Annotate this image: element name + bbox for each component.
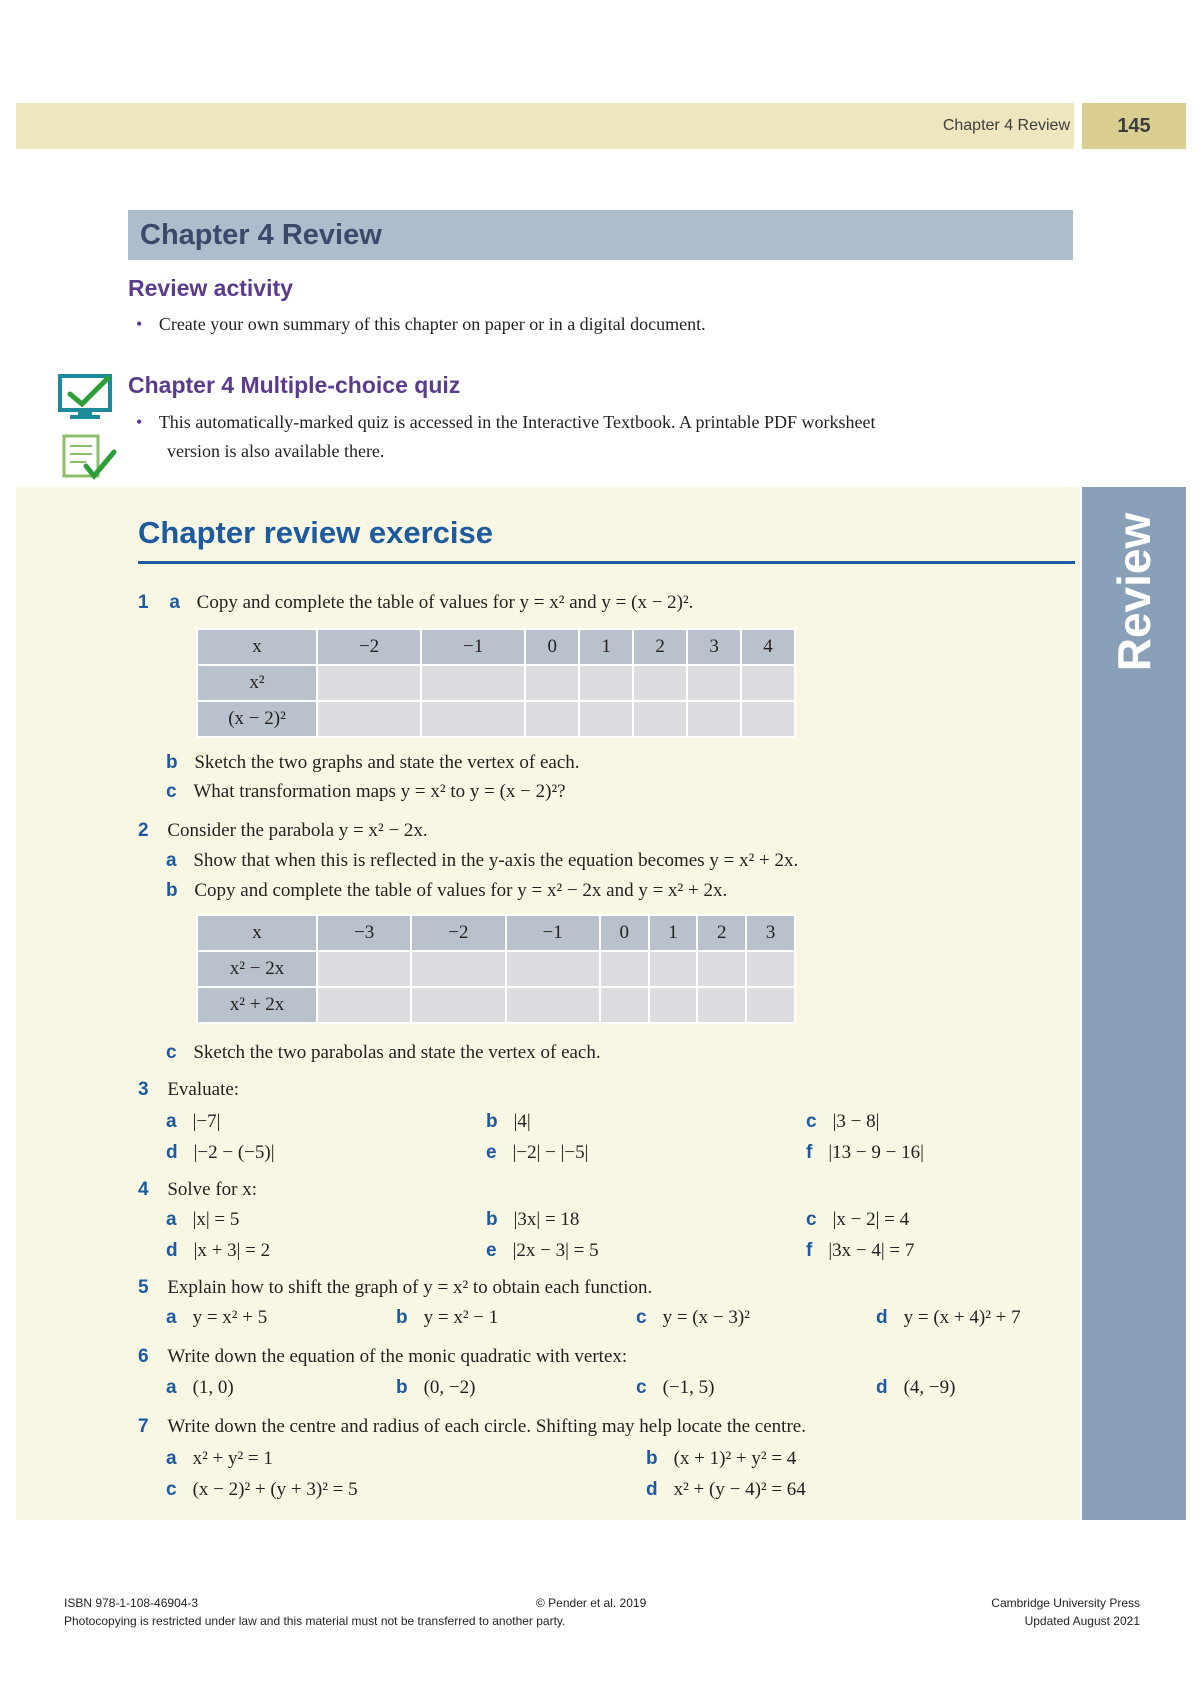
- question-1-a: 1 a Copy and complete the table of values for y = x² and y = (x − 2)².: [138, 592, 694, 613]
- question-4-c: c |x − 2| = 4: [806, 1209, 910, 1230]
- question-4-a: a |x| = 5: [166, 1209, 240, 1230]
- exercise-title: Chapter review exercise: [138, 515, 493, 550]
- table-cell: [421, 665, 525, 701]
- table-cell: [525, 701, 579, 737]
- table-header-cell: 3: [687, 629, 741, 665]
- footer-updated: Updated August 2021: [1024, 1614, 1140, 1628]
- computer-check-icon: [56, 372, 118, 427]
- table-cell: [746, 951, 795, 987]
- footer-copyright: © Pender et al. 2019: [536, 1596, 647, 1610]
- table-cell: [421, 701, 525, 737]
- question-3-stem: 3 Evaluate:: [138, 1079, 240, 1100]
- question-3-c: c |3 − 8|: [806, 1111, 880, 1132]
- table-row-label: x²: [197, 665, 317, 701]
- footer-notice: Photocopying is restricted under law and this material must not be transferred to another party.: [64, 1614, 566, 1628]
- table-header-cell: 1: [649, 915, 698, 951]
- table-cell: [741, 701, 795, 737]
- question-1-b: b Sketch the two graphs and state the vertex of each.: [166, 752, 580, 773]
- question-2-a: a Show that when this is reflected in the y-axis the equation becomes y = x² + 2x.: [166, 850, 799, 871]
- table-cell: [317, 951, 411, 987]
- table-cell: [317, 665, 421, 701]
- bullet-icon: •: [136, 412, 143, 432]
- question-7-a: a x² + y² = 1: [166, 1448, 273, 1469]
- values-table-q1: [196, 628, 796, 738]
- table-cell: [579, 665, 633, 701]
- table-header-cell: −2: [411, 915, 505, 951]
- table-header-cell: x: [197, 629, 317, 665]
- footer-publisher: Cambridge University Press: [991, 1596, 1140, 1610]
- question-6-d: d (4, −9): [876, 1377, 956, 1398]
- question-5-c: c y = (x − 3)²: [636, 1307, 750, 1328]
- table-cell: [506, 951, 600, 987]
- quiz-heading: Chapter 4 Multiple-choice quiz: [128, 372, 461, 398]
- question-7-b: b (x + 1)² + y² = 4: [646, 1448, 797, 1469]
- table-row: [197, 987, 795, 1023]
- question-1-c: c What transformation maps y = x² to y = (x − 2)²?: [166, 781, 566, 802]
- question-5-b: b y = x² − 1: [396, 1307, 499, 1328]
- question-2-stem: 2 Consider the parabola y = x² − 2x.: [138, 820, 428, 841]
- table-cell: [697, 951, 746, 987]
- exercise-title-rule: [138, 561, 1075, 564]
- table-header-cell: 2: [633, 629, 687, 665]
- table-cell: [506, 987, 600, 1023]
- table-cell: [687, 665, 741, 701]
- table-header-cell: 4: [741, 629, 795, 665]
- table-header-row: [197, 915, 795, 951]
- bullet-icon: •: [136, 314, 143, 334]
- table-header-cell: 0: [600, 915, 649, 951]
- question-3-f: f |13 − 9 − 16|: [806, 1142, 924, 1163]
- worksheet-check-icon: [60, 432, 118, 487]
- question-3-a: a |−7|: [166, 1111, 221, 1132]
- question-7-c: c (x − 2)² + (y + 3)² = 5: [166, 1479, 358, 1500]
- table-cell: [600, 987, 649, 1023]
- table-cell: [411, 987, 505, 1023]
- question-3-d: d |−2 − (−5)|: [166, 1142, 275, 1163]
- table-cell: [746, 987, 795, 1023]
- question-3-e: e |−2| − |−5|: [486, 1142, 589, 1163]
- table-header-cell: −1: [421, 629, 525, 665]
- question-5-stem: 5 Explain how to shift the graph of y = x² to obtain each function.: [138, 1277, 653, 1298]
- table-cell: [649, 987, 698, 1023]
- table-header-cell: x: [197, 915, 317, 951]
- table-cell: [411, 951, 505, 987]
- table-header-cell: 0: [525, 629, 579, 665]
- question-5-d: d y = (x + 4)² + 7: [876, 1307, 1021, 1328]
- table-cell: [317, 701, 421, 737]
- table-cell: [633, 665, 687, 701]
- quiz-bullet-continuation: version is also available there.: [167, 441, 385, 461]
- question-5-a: a y = x² + 5: [166, 1307, 268, 1328]
- table-cell: [633, 701, 687, 737]
- question-4-e: e |2x − 3| = 5: [486, 1240, 599, 1261]
- question-4-d: d |x + 3| = 2: [166, 1240, 271, 1261]
- quiz-bullet: • This automatically-marked quiz is accessed in the Interactive Textbook. A printable PDF worksheet: [136, 412, 876, 432]
- table-row: [197, 701, 795, 737]
- review-activity-bullet: • Create your own summary of this chapter on paper or in a digital document.: [136, 314, 706, 334]
- table-header-cell: 2: [697, 915, 746, 951]
- question-6-c: c (−1, 5): [636, 1377, 715, 1398]
- question-3-b: b |4|: [486, 1111, 531, 1132]
- page-number: 145: [1117, 115, 1151, 137]
- table-cell: [317, 987, 411, 1023]
- table-header-cell: 1: [579, 629, 633, 665]
- table-cell: [741, 665, 795, 701]
- question-6-b: b (0, −2): [396, 1377, 476, 1398]
- table-cell: [649, 951, 698, 987]
- question-4-stem: 4 Solve for x:: [138, 1179, 258, 1200]
- footer-isbn: ISBN 978-1-108-46904-3: [64, 1596, 199, 1610]
- table-cell: [687, 701, 741, 737]
- question-6-a: a (1, 0): [166, 1377, 234, 1398]
- question-2-b: b Copy and complete the table of values for y = x² − 2x and y = x² + 2x.: [166, 880, 728, 901]
- review-activity-heading: Review activity: [128, 275, 293, 301]
- table-cell: [697, 987, 746, 1023]
- table-row: [197, 665, 795, 701]
- running-header-title: Chapter 4 Review: [942, 117, 1070, 134]
- table-header-cell: 3: [746, 915, 795, 951]
- table-header-cell: −2: [317, 629, 421, 665]
- table-row: [197, 951, 795, 987]
- table-header-row: [197, 629, 795, 665]
- question-2-c: c Sketch the two parabolas and state the vertex of each.: [166, 1042, 601, 1063]
- question-6-stem: 6 Write down the equation of the monic quadratic with vertex:: [138, 1346, 628, 1367]
- chapter-review-title: Chapter 4 Review: [140, 219, 382, 251]
- question-4-b: b |3x| = 18: [486, 1209, 580, 1230]
- table-cell: [525, 665, 579, 701]
- values-table-q2: [196, 914, 796, 1024]
- question-4-f: f |3x − 4| = 7: [806, 1240, 915, 1261]
- table-cell: [579, 701, 633, 737]
- question-7-d: d x² + (y − 4)² = 64: [646, 1479, 806, 1500]
- table-cell: [600, 951, 649, 987]
- question-7-stem: 7 Write down the centre and radius of each circle. Shifting may help locate the centre.: [138, 1416, 806, 1437]
- review-side-label: Review: [1108, 512, 1160, 672]
- table-row-label: (x − 2)²: [197, 701, 317, 737]
- table-row-label: x² − 2x: [197, 951, 317, 987]
- table-header-cell: −3: [317, 915, 411, 951]
- table-header-cell: −1: [506, 915, 600, 951]
- table-row-label: x² + 2x: [197, 987, 317, 1023]
